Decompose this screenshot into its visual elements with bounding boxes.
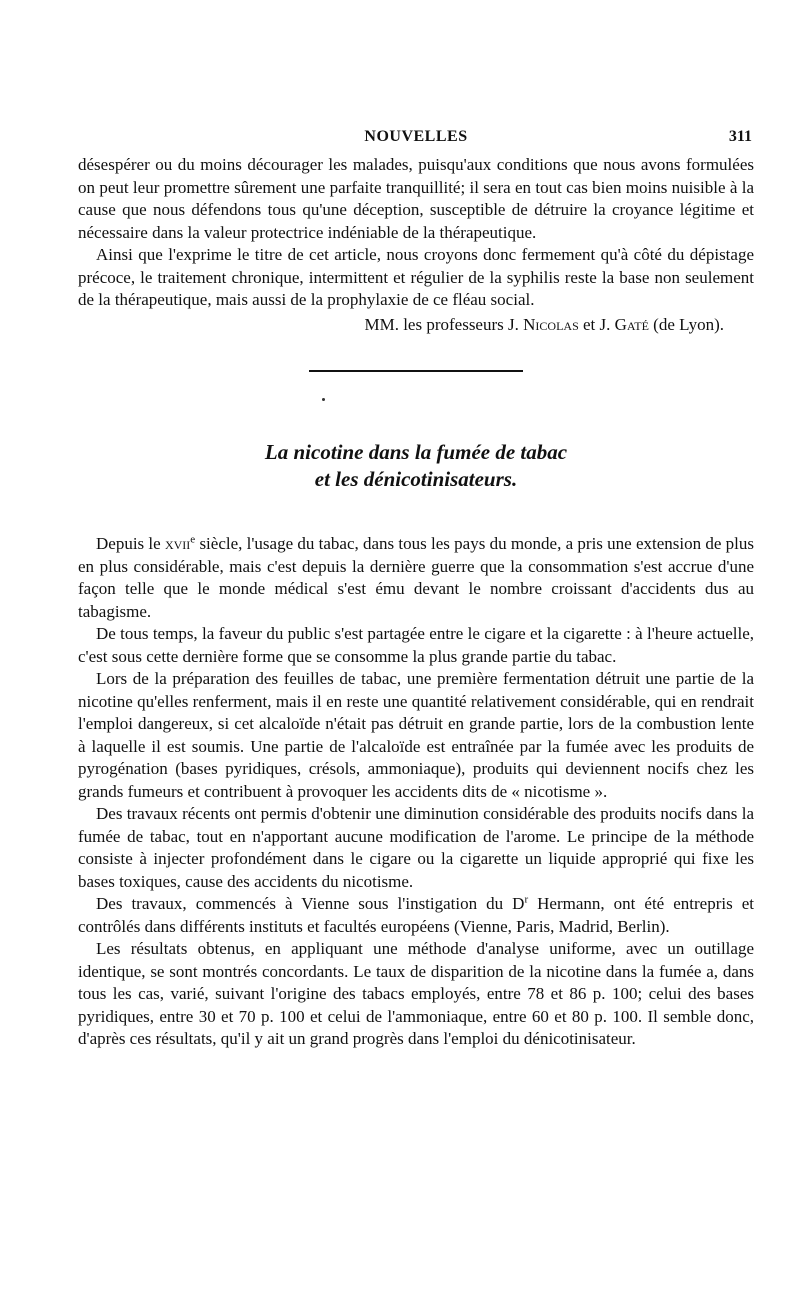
article-paragraph <box>78 533 754 623</box>
article-paragraph: De tous temps, la faveur du public s'est partagée entre le cigare et la cigarette : à l'heure actuelle, c'est sous cette dernière forme que se consomme la plus grande partie du tabac. <box>78 624 754 666</box>
text-run: siècle, l'usage du tabac, dans tous les pays du monde, a pris une extension de plus en plus considérable, mais c'est depuis la dernière guerre que la consommation s'est accrue d'une façon telle que le monde médical s'est ému devant le nombre croissant d'accidents dus au tabagisme. <box>78 534 755 621</box>
article-paragraph: Les résultats obtenus, en appliquant une méthode d'analyse uniforme, avec un outillage identique, se sont montrés concordants. Le taux de disparition de la nicotine dans la fumée a, dans tous les cas, varié, suivant l'origine des tabacs employés, entre 78 et 86 p. 100; celui des bases pyridiques, entre 30 et 70 p. 100 et celui de l'ammoniaque, entre 60 et 80 p. 100. Il semble donc, d'après ces résultats, qu'il y ait un grand progrès dans l'emploi du dénicotinisateur. <box>78 939 754 1048</box>
text-run: Des travaux, commencés à Vienne sous l'instigation du D <box>96 894 525 913</box>
running-head <box>78 128 754 154</box>
article-paragraph: Des travaux récents ont permis d'obtenir une diminution considérable des produits nocifs dans la fumée de tabac, tout en n'apportant aucune modification de l'arome. Le principe de la méthode consiste à injecter profondément dans le cigare ou la cigarette un liquide approprié qui fixe les bases toxiques, cause des accidents du nicotisme. <box>78 804 754 891</box>
signature-author: Gaté <box>614 314 649 334</box>
signature-prefix: MM. les professeurs J. <box>364 314 519 334</box>
article-title-line: et les dénicotinisateurs. <box>314 467 518 491</box>
page-number: 311 <box>728 128 752 145</box>
section-divider <box>309 370 523 372</box>
century-numeral: xvii <box>164 534 191 553</box>
signature-suffix: (de Lyon). <box>653 314 724 334</box>
article-paragraph: Lors de la préparation des feuilles de tabac, une première fermentation détruit une partie de la nicotine qu'elles renferment, mais il en reste une quantité relativement considérable, qui en rendrait l'emploi dangereux, si cet alcaloïde n'était pas détruit en grande partie, lors de la combustion lente à laquelle il est soumis. Une partie de l'alcaloïde est entraînée par la fumée avec les produits de pyrogénation (bases pyridiques, crésols, ammoniaque), produits qui deviennent nocifs chez les grands fumeurs et contribuent à provoquer les accidents dits de « nicotisme ». <box>78 669 754 801</box>
article-title-line: La nicotine dans la fumée de tabac <box>264 440 568 464</box>
previous-article-paragraph: Ainsi que l'exprime le titre de cet article, nous croyons donc fermement qu'à côté du dépistage précoce, le traitement chronique, intermittent et régulier de la syphilis reste la base non seulement de la thérapeutique, mais aussi de la prophylaxie de ce fléau social. <box>78 245 754 309</box>
text-run: Depuis le <box>96 534 161 553</box>
document-page <box>78 128 754 1051</box>
running-title: NOUVELLES <box>364 128 468 145</box>
superscript: e <box>190 533 196 546</box>
signature <box>78 314 754 337</box>
signature-author: Nicolas <box>523 314 579 334</box>
signature-connector: et J. <box>583 314 611 334</box>
superscript: r <box>524 893 529 906</box>
previous-article-paragraph: désespérer ou du moins décourager les malades, puisqu'aux conditions que nous avons formulées on peut leur promettre sûrement une parfaite tranquillité; il sera en tout cas bien moins nuisible à la cause que nous défendons tous qu'une déception, susceptible de détruire la croyance légitime et nécessaire dans la valeur protectrice indéniable de la thérapeutique. <box>78 155 754 242</box>
text-run: Hermann, ont été entrepris et contrôlés dans différents instituts et facultés européens (Vienne, Paris, Madrid, Berlin). <box>78 894 754 936</box>
divider-ornament <box>322 398 325 401</box>
article-paragraph <box>78 893 754 938</box>
article-title <box>78 439 754 493</box>
